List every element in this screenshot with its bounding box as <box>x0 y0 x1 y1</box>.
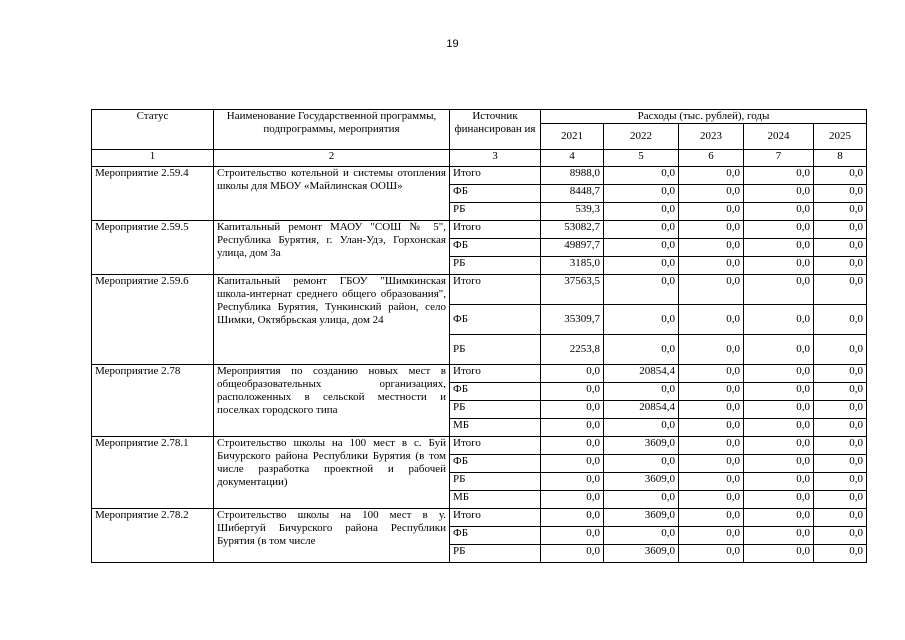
amount-cell: 0,0 <box>814 419 867 437</box>
source-cell: РБ <box>450 203 541 221</box>
amount-cell: 0,0 <box>541 509 604 527</box>
amount-cell: 0,0 <box>744 257 814 275</box>
expenses-header: Расходы (тыс. рублей), годы <box>541 110 867 124</box>
amount-cell: 37563,5 <box>541 275 604 305</box>
amount-cell: 0,0 <box>679 365 744 383</box>
amount-cell: 0,0 <box>814 365 867 383</box>
amount-cell: 0,0 <box>744 419 814 437</box>
measure-name-cell: Мероприятия по созданию новых мест в общеобразовательных организациях, расположенных в сельской местности и поселках городского типа <box>214 365 450 437</box>
table-row <box>92 365 867 383</box>
year-header: 2023 <box>679 124 744 150</box>
amount-cell: 0,0 <box>679 185 744 203</box>
amount-cell: 0,0 <box>679 527 744 545</box>
amount-cell: 0,0 <box>814 545 867 563</box>
amount-cell: 0,0 <box>814 473 867 491</box>
amount-cell: 0,0 <box>679 509 744 527</box>
status-header: Статус <box>92 110 214 150</box>
column-number: 6 <box>679 150 744 167</box>
amount-cell: 0,0 <box>604 305 679 335</box>
amount-cell: 0,0 <box>679 275 744 305</box>
amount-cell: 0,0 <box>679 401 744 419</box>
measure-name-cell: Строительство школы на 100 мест в у. Шибертуй Бичурского района Республики Бурятия (в том числе <box>214 509 450 563</box>
amount-cell: 0,0 <box>744 455 814 473</box>
amount-cell: 0,0 <box>679 257 744 275</box>
amount-cell: 0,0 <box>679 221 744 239</box>
column-number: 2 <box>214 150 450 167</box>
amount-cell: 0,0 <box>679 335 744 365</box>
amount-cell: 0,0 <box>604 527 679 545</box>
amount-cell: 0,0 <box>604 167 679 185</box>
amount-cell: 3609,0 <box>604 437 679 455</box>
status-cell: Мероприятие 2.78 <box>92 365 214 437</box>
amount-cell: 0,0 <box>604 383 679 401</box>
year-header: 2022 <box>604 124 679 150</box>
amount-cell: 0,0 <box>744 365 814 383</box>
name-header: Наименование Государственной программы, подпрограммы, мероприятия <box>214 110 450 150</box>
source-cell: РБ <box>450 473 541 491</box>
table-row <box>92 167 867 185</box>
amount-cell: 8448,7 <box>541 185 604 203</box>
amount-cell: 0,0 <box>744 305 814 335</box>
column-number: 3 <box>450 150 541 167</box>
measure-name-cell: Строительство школы на 100 мест в с. Буй Бичурского района Республики Бурятия (в том числе разработка проектной и рабочей документации) <box>214 437 450 509</box>
column-number: 1 <box>92 150 214 167</box>
source-cell: Итого <box>450 167 541 185</box>
amount-cell: 20854,4 <box>604 401 679 419</box>
amount-cell: 0,0 <box>604 275 679 305</box>
status-cell: Мероприятие 2.78.1 <box>92 437 214 509</box>
amount-cell: 0,0 <box>744 221 814 239</box>
page-number: 19 <box>446 38 459 50</box>
source-cell: ФБ <box>450 305 541 335</box>
amount-cell: 0,0 <box>679 383 744 401</box>
amount-cell: 0,0 <box>679 239 744 257</box>
measure-name-cell: Капитальный ремонт ГБОУ "Шимкинская школа-интернат среднего общего образования", Республика Бурятия, Тункинский район, село Шимки, Октябрьская улица, дом 24 <box>214 275 450 365</box>
year-header: 2025 <box>814 124 867 150</box>
amount-cell: 0,0 <box>814 167 867 185</box>
column-number: 7 <box>744 150 814 167</box>
amount-cell: 0,0 <box>541 527 604 545</box>
amount-cell: 20854,4 <box>604 365 679 383</box>
status-cell: Мероприятие 2.59.5 <box>92 221 214 275</box>
amount-cell: 0,0 <box>541 383 604 401</box>
source-cell: Итого <box>450 509 541 527</box>
column-number: 8 <box>814 150 867 167</box>
amount-cell: 0,0 <box>744 275 814 305</box>
amount-cell: 0,0 <box>814 527 867 545</box>
amount-cell: 0,0 <box>679 455 744 473</box>
amount-cell: 0,0 <box>679 203 744 221</box>
amount-cell: 0,0 <box>679 167 744 185</box>
amount-cell: 0,0 <box>541 491 604 509</box>
amount-cell: 0,0 <box>744 509 814 527</box>
table-row <box>92 437 867 455</box>
amount-cell: 0,0 <box>744 335 814 365</box>
source-cell: Итого <box>450 275 541 305</box>
status-cell: Мероприятие 2.78.2 <box>92 509 214 563</box>
amount-cell: 0,0 <box>604 491 679 509</box>
amount-cell: 0,0 <box>744 185 814 203</box>
source-cell: ФБ <box>450 383 541 401</box>
status-cell: Мероприятие 2.59.4 <box>92 167 214 221</box>
amount-cell: 0,0 <box>744 203 814 221</box>
amount-cell: 0,0 <box>604 335 679 365</box>
source-cell: МБ <box>450 419 541 437</box>
column-numbers-row <box>92 150 867 167</box>
amount-cell: 0,0 <box>679 305 744 335</box>
amount-cell: 0,0 <box>541 545 604 563</box>
amount-cell: 0,0 <box>814 335 867 365</box>
amount-cell: 0,0 <box>814 509 867 527</box>
table-row <box>92 221 867 239</box>
amount-cell: 0,0 <box>814 185 867 203</box>
amount-cell: 0,0 <box>604 455 679 473</box>
source-cell: МБ <box>450 491 541 509</box>
amount-cell: 0,0 <box>814 437 867 455</box>
amount-cell: 0,0 <box>679 545 744 563</box>
amount-cell: 0,0 <box>814 383 867 401</box>
source-cell: ФБ <box>450 239 541 257</box>
amount-cell: 0,0 <box>744 491 814 509</box>
amount-cell: 2253,8 <box>541 335 604 365</box>
amount-cell: 0,0 <box>541 365 604 383</box>
amount-cell: 0,0 <box>541 401 604 419</box>
amount-cell: 3185,0 <box>541 257 604 275</box>
amount-cell: 0,0 <box>541 437 604 455</box>
amount-cell: 3609,0 <box>604 509 679 527</box>
amount-cell: 0,0 <box>744 437 814 455</box>
amount-cell: 0,0 <box>744 239 814 257</box>
source-cell: Итого <box>450 365 541 383</box>
amount-cell: 0,0 <box>541 419 604 437</box>
amount-cell: 3609,0 <box>604 545 679 563</box>
header-row <box>92 110 867 124</box>
amount-cell: 0,0 <box>814 401 867 419</box>
amount-cell: 0,0 <box>604 257 679 275</box>
amount-cell: 0,0 <box>814 221 867 239</box>
amount-cell: 0,0 <box>744 383 814 401</box>
amount-cell: 0,0 <box>814 257 867 275</box>
amount-cell: 3609,0 <box>604 473 679 491</box>
amount-cell: 0,0 <box>679 419 744 437</box>
status-cell: Мероприятие 2.59.6 <box>92 275 214 365</box>
amount-cell: 0,0 <box>814 305 867 335</box>
measure-name-cell: Капитальный ремонт МАОУ "СОШ № 5", Республика Бурятия, г. Улан-Удэ, Горхонская улица, дом 3а <box>214 221 450 275</box>
source-cell: РБ <box>450 401 541 419</box>
amount-cell: 0,0 <box>604 203 679 221</box>
source-cell: ФБ <box>450 527 541 545</box>
source-cell: РБ <box>450 545 541 563</box>
amount-cell: 0,0 <box>604 239 679 257</box>
year-header: 2024 <box>744 124 814 150</box>
amount-cell: 0,0 <box>541 455 604 473</box>
amount-cell: 0,0 <box>814 491 867 509</box>
amount-cell: 0,0 <box>744 401 814 419</box>
source-cell: Итого <box>450 221 541 239</box>
amount-cell: 0,0 <box>604 419 679 437</box>
amount-cell: 0,0 <box>814 275 867 305</box>
amount-cell: 0,0 <box>604 221 679 239</box>
amount-cell: 0,0 <box>679 473 744 491</box>
amount-cell: 0,0 <box>744 167 814 185</box>
budget-table <box>91 109 867 563</box>
amount-cell: 0,0 <box>744 545 814 563</box>
amount-cell: 539,3 <box>541 203 604 221</box>
table-row <box>92 509 867 527</box>
amount-cell: 0,0 <box>744 527 814 545</box>
amount-cell: 49897,7 <box>541 239 604 257</box>
source-cell: РБ <box>450 257 541 275</box>
measure-name-cell: Строительство котельной и системы отопления школы для МБОУ «Майлинская ООШ» <box>214 167 450 221</box>
source-cell: РБ <box>450 335 541 365</box>
source-cell: Итого <box>450 437 541 455</box>
column-number: 5 <box>604 150 679 167</box>
amount-cell: 0,0 <box>541 473 604 491</box>
column-number: 4 <box>541 150 604 167</box>
amount-cell: 35309,7 <box>541 305 604 335</box>
amount-cell: 0,0 <box>679 437 744 455</box>
amount-cell: 8988,0 <box>541 167 604 185</box>
source-cell: ФБ <box>450 185 541 203</box>
source-cell: ФБ <box>450 455 541 473</box>
amount-cell: 0,0 <box>679 491 744 509</box>
table-row <box>92 275 867 305</box>
amount-cell: 0,0 <box>744 473 814 491</box>
amount-cell: 0,0 <box>814 203 867 221</box>
year-header: 2021 <box>541 124 604 150</box>
amount-cell: 53082,7 <box>541 221 604 239</box>
amount-cell: 0,0 <box>814 455 867 473</box>
amount-cell: 0,0 <box>604 185 679 203</box>
source-header: Источник финансирован ия <box>450 110 541 150</box>
amount-cell: 0,0 <box>814 239 867 257</box>
